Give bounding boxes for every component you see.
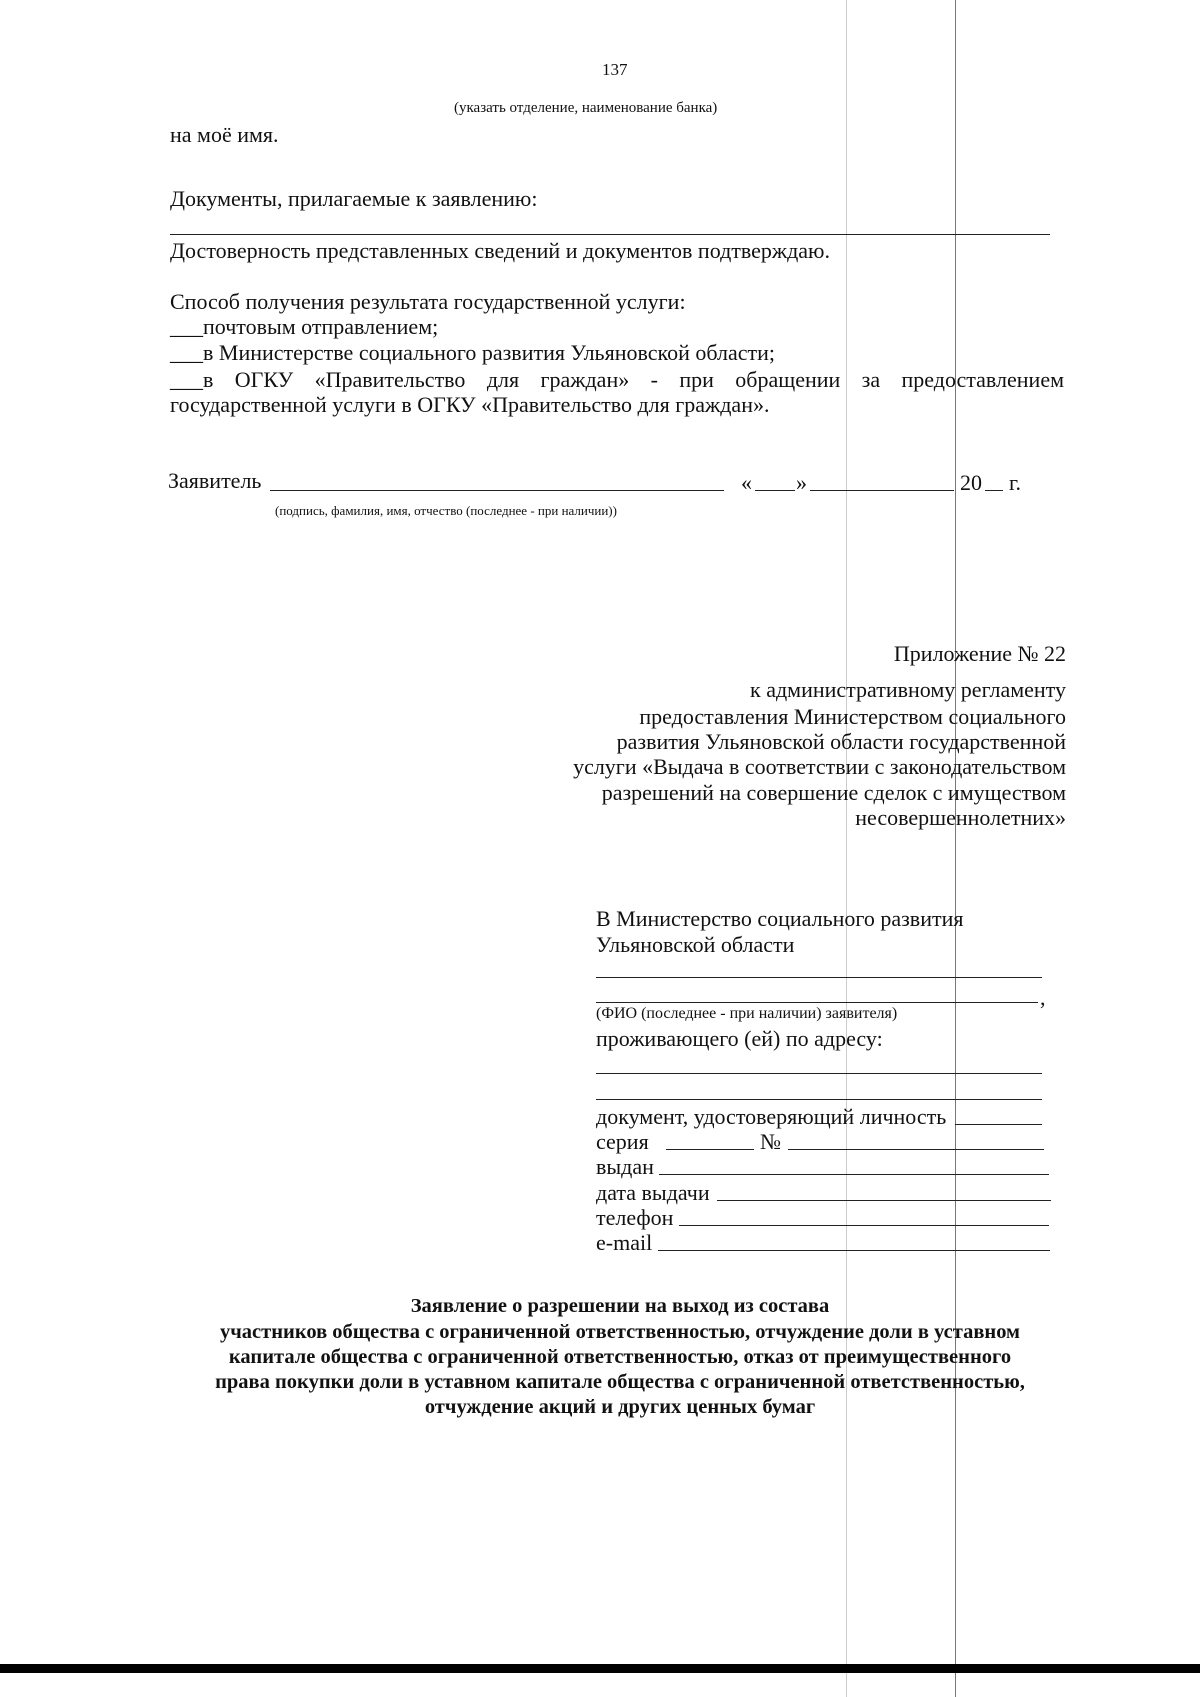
id-document-label: документ, удостоверяющий личность — [596, 1104, 947, 1129]
number-line — [788, 1149, 1044, 1150]
page-number: 137 — [602, 60, 628, 79]
statement-title-line-2: участников общества с ограниченной ответственностью, отчуждение доли в уставном — [219, 1321, 1021, 1343]
date-close-quote: » — [796, 470, 807, 495]
year-prefix: 20 — [960, 470, 982, 495]
date-day-line — [755, 490, 795, 491]
on-my-name-text: на моё имя. — [170, 122, 279, 147]
series-label: серия — [596, 1129, 649, 1154]
phone-label: телефон — [596, 1205, 674, 1230]
date-month-line — [810, 490, 954, 491]
applicant-signature-caption: (подпись, фамилия, имя, отчество (последнее - при наличии)) — [275, 503, 617, 518]
confirmation-text: Достоверность представленных сведений и документов подтверждаю. — [170, 238, 830, 263]
statement-title-line-4: права покупки доли в уставном капитале общества с ограниченной ответственностью, — [215, 1371, 1025, 1393]
applicant-label: Заявитель — [168, 468, 262, 493]
statement-title-line-3: капитале общества с ограниченной ответственностью, отказ от преимущественного — [228, 1346, 1012, 1368]
series-line — [666, 1149, 754, 1150]
email-label: e-mail — [596, 1230, 653, 1255]
issued-label: выдан — [596, 1154, 654, 1179]
applicant-name-line-2 — [596, 1002, 1038, 1003]
number-sign: № — [760, 1129, 781, 1154]
receipt-option-mfc: ___в ОГКУ «Правительство для граждан» - при обращении за предоставлением — [170, 367, 1064, 392]
receipt-option-mfc-continued: государственной услуги в ОГКУ «Правительство для граждан». — [170, 392, 770, 417]
statement-title-line-5: отчуждение акций и других ценных бумаг — [424, 1396, 816, 1418]
issue-date-label: дата выдачи — [596, 1180, 710, 1205]
addressee-line-2: Ульяновской области — [596, 932, 795, 957]
applicant-name-line-1 — [596, 977, 1042, 978]
annex-line-2: предоставления Министерством социального — [639, 704, 1066, 729]
fio-caption: (ФИО (последнее - при наличии) заявителя) — [596, 1005, 898, 1022]
receipt-method-heading: Способ получения результата государственной услуги: — [170, 289, 686, 314]
residing-label: проживающего (ей) по адресу: — [596, 1026, 883, 1051]
applicant-name-comma: , — [1040, 985, 1046, 1010]
addressee-line-1: В Министерство социального развития — [596, 906, 964, 931]
id-document-line — [955, 1124, 1042, 1125]
year-line — [985, 490, 1003, 491]
applicant-signature-line — [270, 490, 724, 491]
annex-line-6: несовершеннолетних» — [855, 805, 1066, 830]
annex-line-1: к административному регламенту — [750, 677, 1066, 702]
annex-number: Приложение № 22 — [893, 641, 1066, 666]
phone-line — [679, 1225, 1049, 1226]
receipt-option-mail: ___почтовым отправлением; — [170, 314, 439, 339]
attached-documents-label: Документы, прилагаемые к заявлению: — [170, 186, 538, 211]
year-suffix: г. — [1009, 470, 1022, 495]
scan-fold-line-light — [846, 0, 847, 1697]
annex-line-3: развития Ульяновской области государственной — [616, 729, 1066, 754]
date-open-quote: « — [741, 470, 752, 495]
attached-documents-line — [170, 234, 1050, 235]
receipt-option-ministry: ___в Министерстве социального развития Ульяновской области; — [170, 340, 775, 365]
issued-line — [659, 1174, 1049, 1175]
issue-date-line — [717, 1200, 1051, 1201]
statement-title-line-1: Заявление о разрешении на выход из состава — [410, 1295, 830, 1317]
address-line-2 — [596, 1099, 1042, 1100]
email-line — [658, 1250, 1050, 1251]
address-line-1 — [596, 1073, 1042, 1074]
annex-line-4: услуги «Выдача в соответствии с законодательством — [573, 754, 1066, 779]
scan-fold-line — [955, 0, 956, 1697]
bank-hint-caption: (указать отделение, наименование банка) — [454, 100, 718, 116]
annex-line-5: разрешений на совершение сделок с имуществом — [601, 780, 1066, 805]
scan-bottom-edge — [0, 1664, 1200, 1673]
